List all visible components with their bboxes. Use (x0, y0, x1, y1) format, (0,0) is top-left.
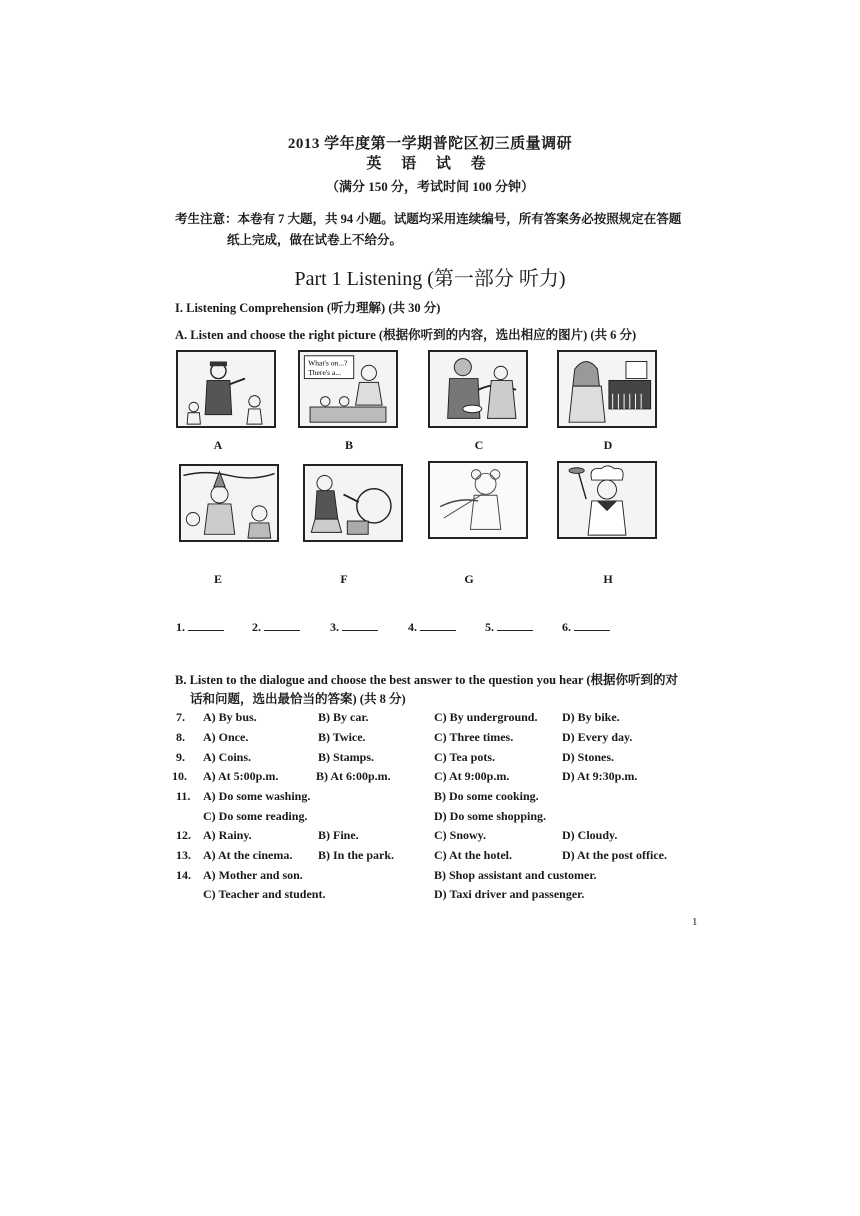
option-9b[interactable]: B) Stamps. (318, 750, 375, 764)
option-14d[interactable]: D) Taxi driver and passenger. (434, 887, 585, 901)
option-7c[interactable]: C) By underground. (434, 710, 538, 724)
picture-label-f: F (340, 572, 348, 586)
question-number-11: 11. (176, 789, 191, 803)
picture-label-e: E (213, 572, 222, 586)
option-13a[interactable]: A) At the cinema. (203, 848, 293, 862)
notice-line-1: 考生注意：本卷有 7 大题，共 94 小题。试题均采用连续编号，所有答案务必按照规定在答题 (175, 212, 682, 226)
question-number-8: 8. (176, 730, 185, 744)
answer-blank-2[interactable] (252, 620, 300, 635)
picture-e-party (179, 464, 279, 542)
question-number-14: 14. (176, 868, 191, 882)
option-8a[interactable]: A) Once. (203, 730, 249, 744)
option-7b[interactable]: B) By car. (318, 710, 369, 724)
option-8b[interactable]: B) Twice. (318, 730, 366, 744)
option-11c[interactable]: C) Do some reading. (203, 809, 308, 823)
question-number-10: 10. (172, 769, 187, 783)
picture-label-a: A (213, 438, 223, 452)
option-13c[interactable]: C) At the hotel. (434, 848, 512, 862)
section-B-heading-cont: 话和问题，选出最恰当的答案) (共 8 分) (190, 692, 406, 706)
option-14c[interactable]: C) Teacher and student. (203, 887, 326, 901)
question-number-12: 12. (176, 828, 191, 842)
option-12d[interactable]: D) Cloudy. (562, 828, 618, 842)
part1-title: Part 1 Listening (第一部分 听力) (294, 268, 566, 290)
picture-g-girl-violin (428, 461, 528, 539)
option-7d[interactable]: D) By bike. (562, 710, 620, 724)
bubble-line-2: There's a... (308, 367, 342, 377)
blank-number: 1. (176, 620, 185, 634)
section-I-heading: I. Listening Comprehension (听力理解) (共 30 分) (175, 301, 441, 315)
blank-number: 2. (252, 620, 261, 634)
answer-blank-1[interactable] (176, 620, 224, 635)
candidate-notice (175, 209, 705, 251)
blank-number: 4. (408, 620, 417, 634)
picture-label-b: B (344, 438, 353, 452)
option-12b[interactable]: B) Fine. (318, 828, 359, 842)
score-time-note: （满分 150 分，考试时间 100 分钟） (325, 179, 534, 194)
option-14a[interactable]: A) Mother and son. (203, 868, 303, 882)
question-number-13: 13. (176, 848, 191, 862)
option-13b[interactable]: B) In the park. (318, 848, 395, 862)
option-12c[interactable]: C) Snowy. (434, 828, 487, 842)
option-12a[interactable]: A) Rainy. (203, 828, 252, 842)
blank-number: 3. (330, 620, 339, 634)
answer-blank-6[interactable] (562, 620, 610, 635)
picture-b-teacher-class (298, 350, 398, 428)
answer-blank-5[interactable] (485, 620, 533, 635)
option-8d[interactable]: D) Every day. (562, 730, 633, 744)
option-10c[interactable]: C) At 9:00p.m. (434, 769, 510, 783)
option-9c[interactable]: C) Tea pots. (434, 750, 496, 764)
picture-h-chef (557, 461, 657, 539)
option-10d[interactable]: D) At 9:30p.m. (562, 769, 638, 783)
exam-subject: 英 语 试 卷 (366, 156, 494, 172)
notice-line-2: 纸上完成，做在试卷上不给分。 (227, 233, 403, 247)
blank-number: 6. (562, 620, 571, 634)
picture-label-c: C (474, 438, 484, 452)
picture-label-g: G (464, 572, 474, 586)
page-number: 1 (692, 916, 698, 928)
option-14b[interactable]: B) Shop assistant and customer. (434, 868, 597, 882)
option-8c[interactable]: C) Three times. (434, 730, 514, 744)
exam-title: 2013 学年度第一学期普陀区初三质量调研 (287, 136, 573, 152)
option-9a[interactable]: A) Coins. (203, 750, 252, 764)
option-7a[interactable]: A) By bus. (203, 710, 257, 724)
option-11b[interactable]: B) Do some cooking. (434, 789, 539, 803)
answer-blank-3[interactable] (330, 620, 378, 635)
picture-label-h: H (603, 572, 613, 586)
picture-a-policeman (176, 350, 276, 428)
section-B-heading: B. Listen to the dialogue and choose the best answer to the question you hear (根据你听到的对 (175, 673, 679, 687)
question-number-9: 9. (176, 750, 185, 764)
option-13d[interactable]: D) At the post office. (562, 848, 667, 862)
question-number-7: 7. (176, 710, 185, 724)
option-11d[interactable]: D) Do some shopping. (434, 809, 547, 823)
blank-number: 5. (485, 620, 494, 634)
answer-blank-4[interactable] (408, 620, 456, 635)
option-9d[interactable]: D) Stones. (562, 750, 615, 764)
picture-c-waiter-serving (428, 350, 528, 428)
section-A-heading: A. Listen and choose the right picture (根据你听到的内容，选出相应的图片) (共 6 分) (175, 328, 637, 342)
picture-f-boy-repairing (303, 464, 403, 542)
option-10b[interactable]: B) At 6:00p.m. (316, 769, 391, 783)
picture-label-d: D (603, 438, 613, 452)
picture-d-girl-piano (557, 350, 657, 428)
bubble-line-1: What's on...? (308, 358, 348, 368)
option-10a[interactable]: A) At 5:00p.m. (203, 769, 279, 783)
option-11a[interactable]: A) Do some washing. (203, 789, 311, 803)
